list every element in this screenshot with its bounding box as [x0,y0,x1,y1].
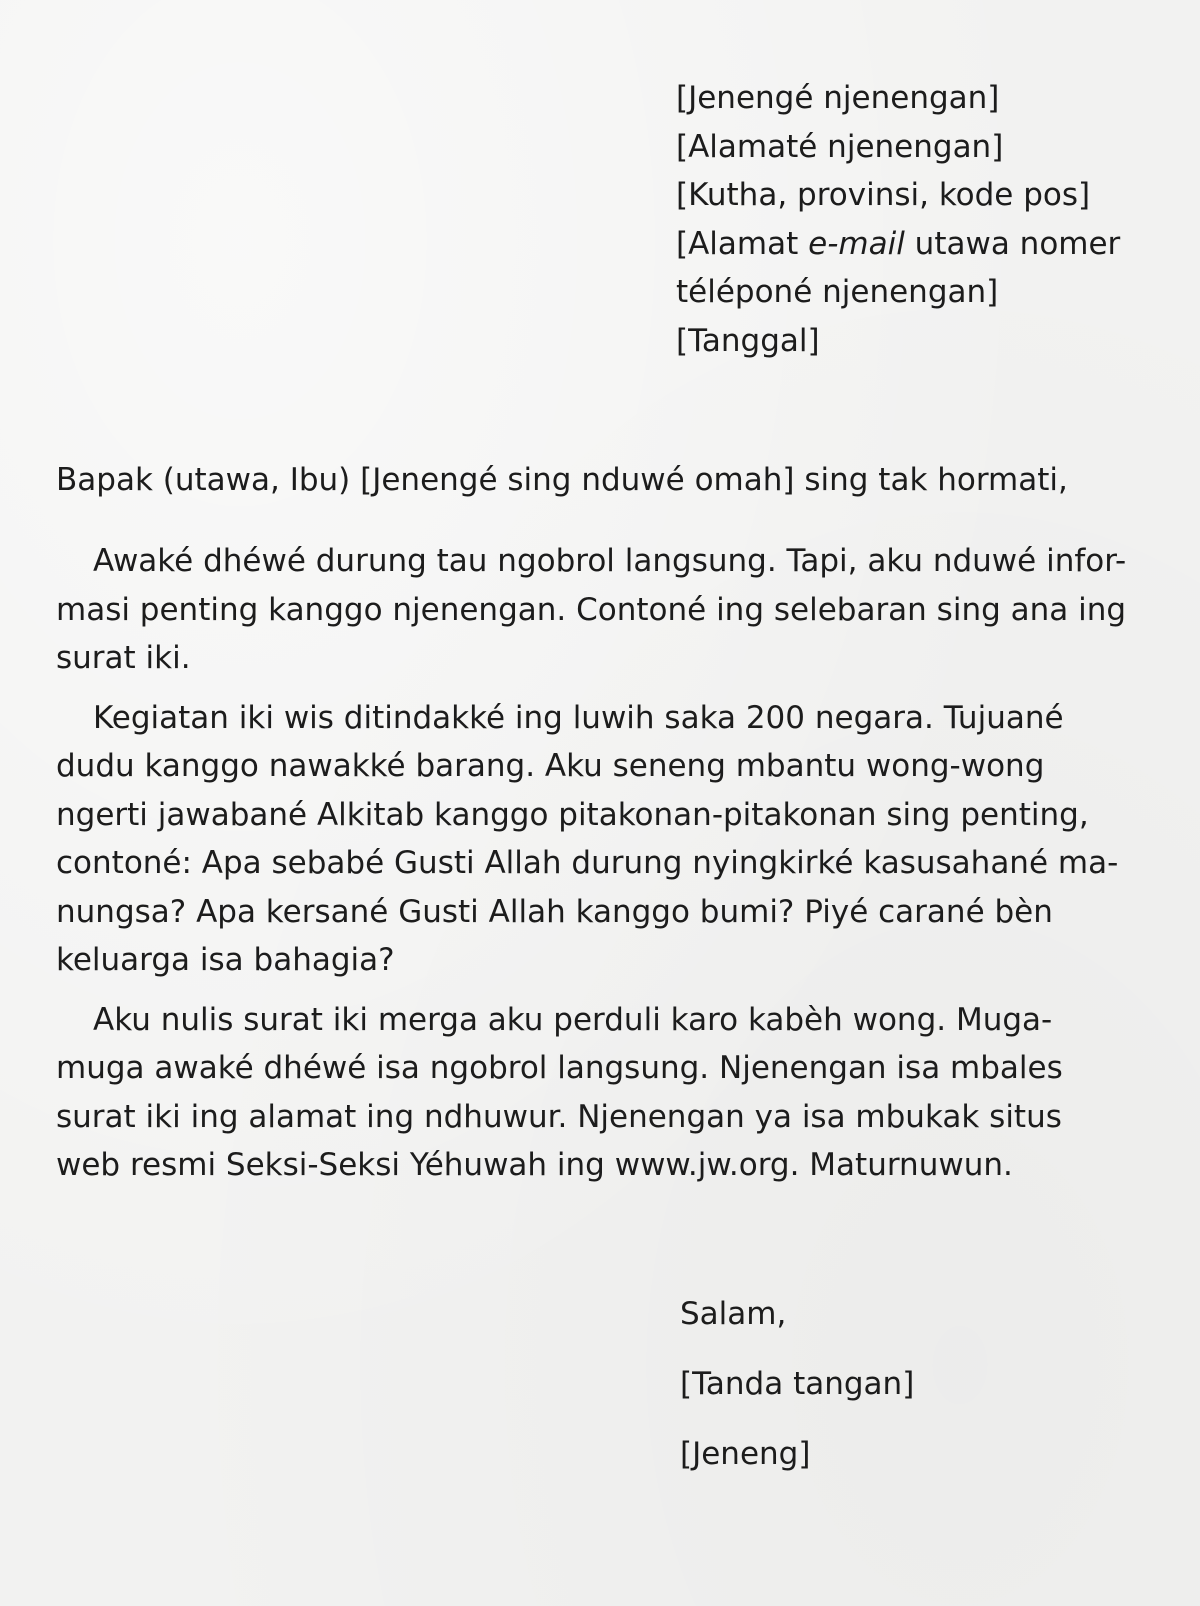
sender-contact-line1 [676,220,1156,269]
paragraph-line: Kegiatan iki wis ditindakké ing luwih saka 200 negara. Tujuané [93,699,1064,736]
paragraph-line: contoné: Apa sebabé Gusti Allah durung nyingkirké kasusahané ma- [56,845,1119,881]
paragraph-line: keluarga isa bahagia? [56,942,395,978]
paragraph-2 [56,694,1136,985]
salutation: Bapak (utawa, Ibu) [Jenengé sing nduwé omah] sing tak hormati, [56,462,1068,498]
paragraph-line: Awaké dhéwé durung tau ngobrol langsung. Tapi, aku nduwé infor- [93,543,1127,579]
paragraph-line: Aku nulis surat iki merga aku perduli karo kabèh wong. Muga- [93,1001,1053,1038]
sender-contact-prefix: [Alamat [676,225,809,262]
paragraph-line: masi penting kanggo njenengan. Contoné ing selebaran sing ana ing [56,591,1127,628]
paragraph-line: surat iki ing alamat ing ndhuwur. Njenengan ya isa mbukak situs [56,1098,1062,1135]
sender-date: [Tanggal] [676,322,820,359]
sender-city: [Kutha, provinsi, kode pos] [676,177,1091,213]
closing-block [680,1290,914,1478]
closing-salam: Salam, [680,1296,787,1332]
paragraph-3 [56,996,1136,1190]
letter-body [56,537,1136,1201]
sender-address: [Alamaté njenengan] [676,128,1004,165]
paragraph-line: web resmi Seksi-Seksi Yéhuwah ing www.jw.org. Maturnuwun. [56,1147,1013,1183]
closing-name: [Jeneng] [680,1436,811,1472]
sender-contact-suffix: utawa nomer [904,225,1121,262]
paragraph-line: muga awaké dhéwé isa ngobrol langsung. Njenengan isa mbales [56,1050,1063,1086]
paragraph-line: surat iki. [56,640,191,676]
paragraph-line: ngerti jawabané Alkitab kanggo pitakonan-pitakonan sing penting, [56,796,1089,833]
closing-signature: [Tanda tangan] [680,1366,915,1402]
paragraph-line: dudu kanggo nawakké barang. Aku seneng mbantu wong-wong [56,748,1045,784]
sender-contact-line2: téléponé njenengan] [676,274,999,310]
sender-name: [Jenengé njenengan] [676,80,1000,116]
paragraph-1 [56,537,1136,683]
sender-block [676,74,1156,365]
sender-contact-email-word: e-mail [808,225,905,262]
paragraph-line: nungsa? Apa kersané Gusti Allah kanggo bumi? Piyé carané bèn [56,893,1053,930]
